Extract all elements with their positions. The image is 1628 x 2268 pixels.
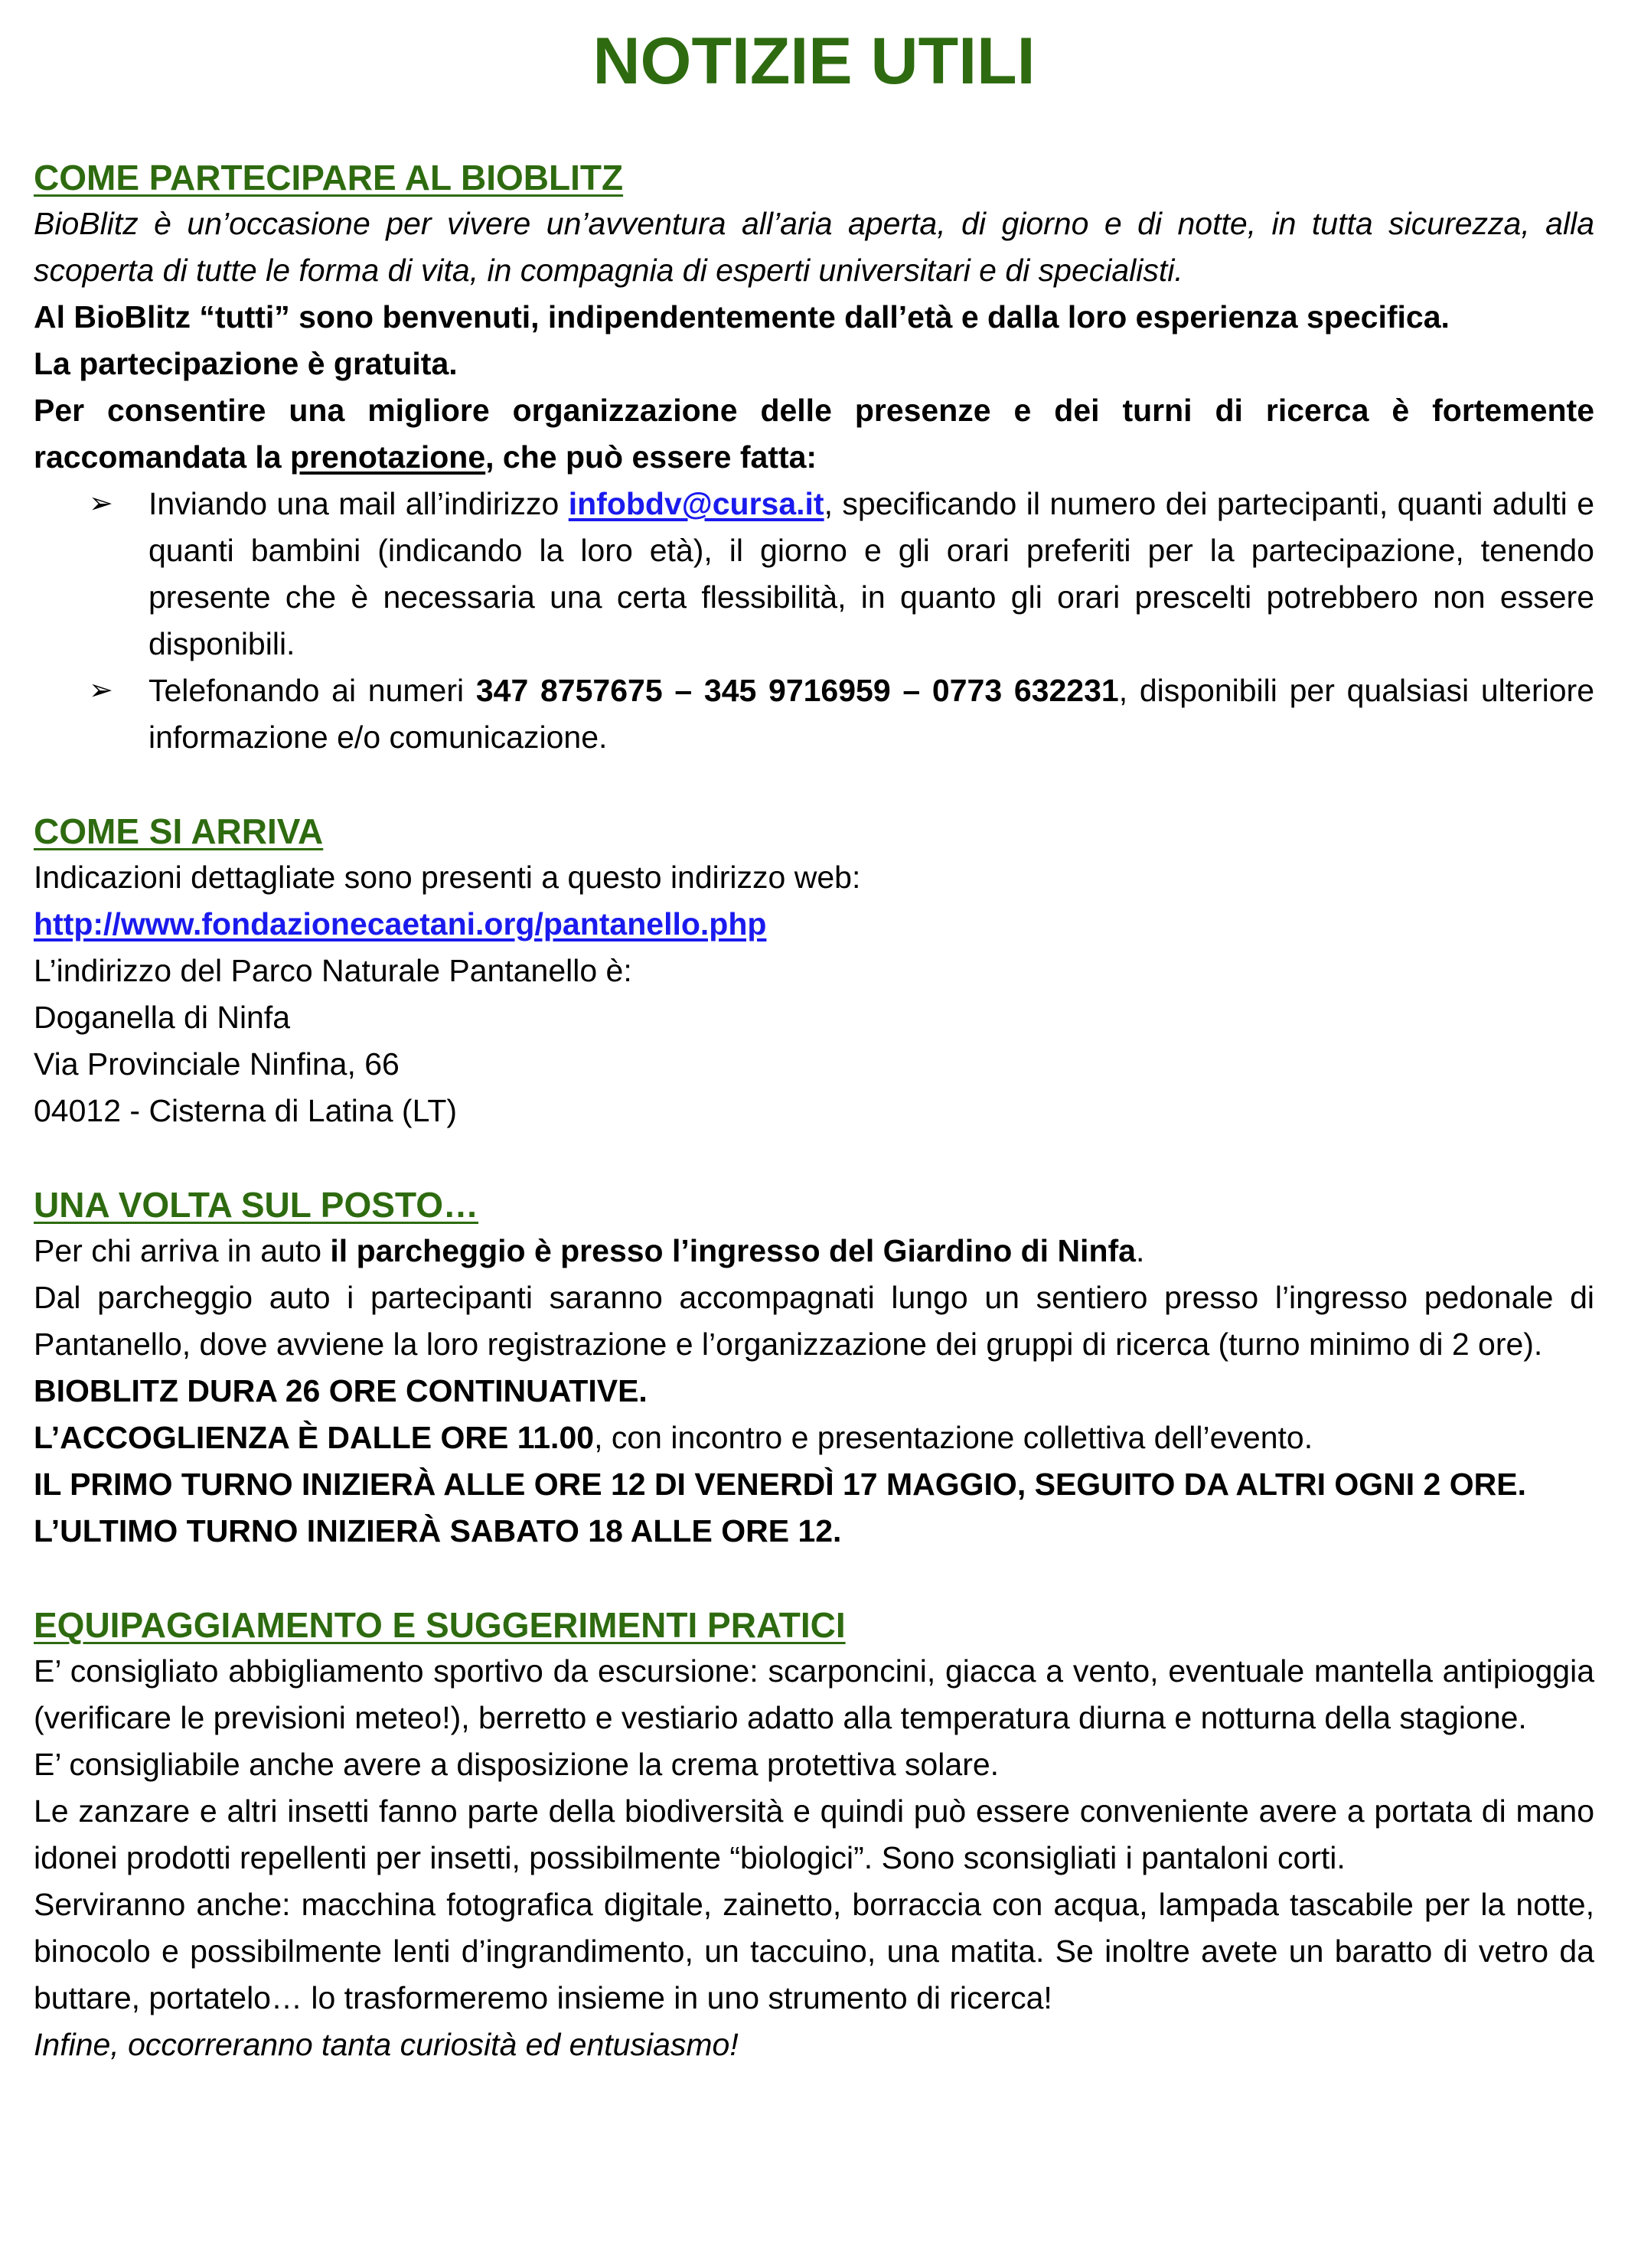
- free-participation: La partecipazione è gratuita.: [34, 346, 458, 381]
- insects-paragraph: Le zanzare e altri insetti fanno parte della biodiversità e quindi può essere conveniente avere a portata di mano idonei prodotti repellenti per insetti, possibilmente “biologici”. Sono sconsigliati i pantaloni corti.: [34, 1793, 1594, 1875]
- parking-paragraph: [34, 1228, 1594, 1274]
- b2-text-b: , disponibili per qualsiasi ulteriore informazione e/o comunicazione.: [148, 673, 1594, 755]
- list-item: [89, 481, 1594, 667]
- last-shift-line: L’ULTIMO TURNO INIZIERÀ SABATO 18 ALLE ORE 12.: [34, 1513, 842, 1548]
- phone-numbers: 347 8757675 – 345 9716959 – 0773 632231: [475, 673, 1119, 708]
- parking-text-c: .: [1135, 1233, 1145, 1268]
- address-line-2: Via Provinciale Ninfina, 66: [34, 1046, 400, 1082]
- duration-line: BIOBLITZ DURA 26 ORE CONTINUATIVE.: [34, 1373, 648, 1408]
- section-arriva: [34, 808, 1594, 1134]
- booking-text-b: , che può essere fatta:: [485, 439, 817, 475]
- parking-text-bold: il parcheggio è presso l’ingresso del Giardino di Ninfa: [330, 1233, 1136, 1268]
- b1-text-b: , specificando il numero dei partecipanti, quanti adulti e quanti bambini (indicando la loro età), il giorno e gli orari preferiti per la partecipazione, tenendo presente che è necessaria una certa flessibilità, in quanto gli orari prescelti potrebbero non essere disponibili.: [148, 486, 1594, 661]
- list-item: [89, 667, 1594, 761]
- welcome-time-bold: L’ACCOGLIENZA È DALLE ORE 11.00: [34, 1420, 595, 1455]
- section-equipaggiamento: [34, 1602, 1594, 2068]
- clothing-paragraph: E’ consigliato abbigliamento sportivo da escursione: scarponcini, giacca a vento, eventuale mantella antipioggia (verificare le previsioni meteo!), berretto e vestiario adatto alla temperatura diurna e notturna della stagione.: [34, 1653, 1594, 1735]
- b1-text-a: Inviando una mail all’indirizzo: [148, 486, 569, 521]
- booking-paragraph: [34, 387, 1594, 481]
- section-partecipare: [34, 155, 1594, 761]
- section-heading-partecipare: COME PARTECIPARE AL BIOBLITZ: [34, 158, 624, 197]
- address-line-3: 04012 - Cisterna di Latina (LT): [34, 1093, 458, 1128]
- directions-url-line: [34, 901, 1594, 948]
- section-heading-equipaggiamento: EQUIPAGGIAMENTO E SUGGERIMENTI PRATICI: [34, 1605, 846, 1645]
- intro-paragraph: BioBlitz è un’occasione per vivere un’avventura all’aria aperta, di giorno e di notte, in tutta sicurezza, alla scoperta di tutte le forma di vita, in compagnia di esperti universitari e di specialisti.: [34, 206, 1594, 288]
- welcome-time-text: , con incontro e presentazione collettiva dell’evento.: [594, 1420, 1313, 1455]
- section-heading-arriva: COME SI ARRIVA: [34, 811, 324, 851]
- directions-url-link[interactable]: http://www.fondazionecaetani.org/pantanello.php: [34, 906, 767, 941]
- welcome-time-line: [34, 1415, 1594, 1461]
- b2-text-a: Telefonando ai numeri: [148, 673, 476, 708]
- parking-text-a: Per chi arriva in auto: [34, 1233, 331, 1268]
- sunscreen-paragraph: E’ consigliabile anche avere a disposizione la crema protettiva solare.: [34, 1747, 1000, 1782]
- address-intro: L’indirizzo del Parco Naturale Pantanello è:: [34, 953, 632, 988]
- equipment-paragraph: Serviranno anche: macchina fotografica digitale, zainetto, borraccia con acqua, lampada tascabile per la notte, binocolo e possibilmente lenti d’ingrandimento, un taccuino, una matita. Se inoltre avete un baratto di vetro da buttare, portatelo… lo trasformeremo insieme in uno strumento di ricerca!: [34, 1887, 1594, 2015]
- page-title: NOTIZIE UTILI: [592, 24, 1036, 98]
- closing-line: Infine, occorreranno tanta curiosità ed entusiasmo!: [34, 2027, 739, 2062]
- email-link[interactable]: infobdv@cursa.it: [568, 486, 824, 521]
- booking-text-a: Per consentire una migliore organizzazione delle presenze e dei turni di ricerca è fortemente raccomandata la: [34, 393, 1594, 475]
- arrowhead-bullet-icon: ➢: [89, 488, 113, 520]
- booking-options-list: [34, 481, 1594, 761]
- path-paragraph: Dal parcheggio auto i partecipanti saranno accompagnati lungo un sentiero presso l’ingresso pedonale di Pantanello, dove avviene la loro registrazione e l’organizzazione dei gruppi di ricerca (turno minimo di 2 ore).: [34, 1280, 1594, 1362]
- directions-text: Indicazioni dettagliate sono presenti a questo indirizzo web:: [34, 860, 861, 895]
- booking-underlined: prenotazione: [290, 439, 486, 475]
- address-line-1: Doganella di Ninfa: [34, 1000, 291, 1035]
- welcome-paragraph: Al BioBlitz “tutti” sono benvenuti, indipendentemente dall’età e dalla loro esperienza specifica.: [34, 299, 1450, 334]
- section-posto: [34, 1182, 1594, 1555]
- arrowhead-bullet-icon: ➢: [89, 674, 113, 707]
- first-shift-line: IL PRIMO TURNO INIZIERÀ ALLE ORE 12 DI VENERDÌ 17 MAGGIO, SEGUITO DA ALTRI OGNI 2 ORE.: [34, 1467, 1526, 1502]
- section-heading-posto: UNA VOLTA SUL POSTO…: [34, 1185, 478, 1225]
